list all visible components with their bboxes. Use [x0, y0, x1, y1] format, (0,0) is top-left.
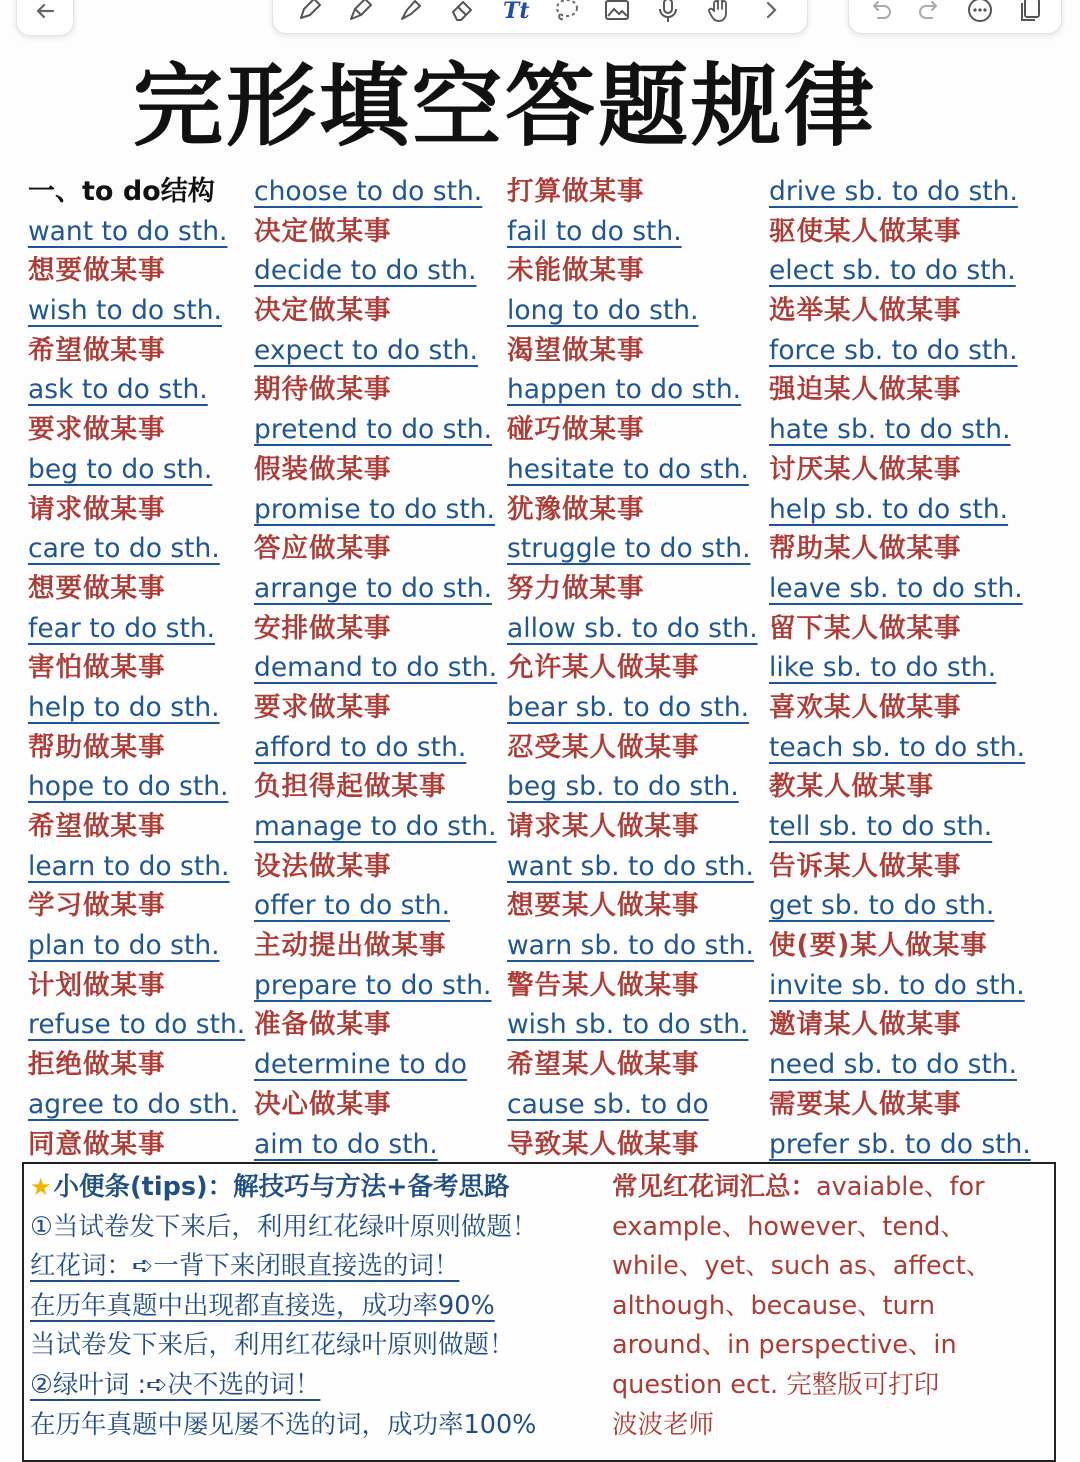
phrase-english: expect to do sth. [254, 334, 478, 366]
page-title: 完形填空答题规律 [133, 54, 877, 159]
phrase-chinese: 准备做某事 [254, 1009, 392, 1041]
tips-left [30, 1168, 610, 1445]
highlighter-icon[interactable] [343, 0, 377, 25]
back-arrow-icon [28, 0, 62, 26]
phrase-english: afford to do sth. [254, 731, 467, 763]
tips-header [30, 1168, 610, 1208]
phrase-chinese: 害怕做某事 [28, 652, 166, 684]
phrase-chinese: 选举某人做某事 [769, 295, 962, 327]
phrase-chinese: 教某人做某事 [769, 771, 934, 803]
phrase-chinese: 告诉某人做某事 [769, 850, 962, 882]
phrase-chinese: 喜欢某人做某事 [769, 691, 962, 723]
redo-icon[interactable] [913, 0, 947, 25]
tips-line: ②绿叶词 :➪决不选的词！ [30, 1369, 321, 1400]
phrase-chinese: 同意做某事 [28, 1128, 166, 1160]
phrase-english: promise to do sth. [254, 493, 495, 525]
tips-box [22, 1162, 1056, 1462]
column-4 [769, 172, 1031, 1164]
star-icon: ★ [30, 1173, 52, 1201]
column-2 [254, 172, 497, 1164]
phrase-english: ask to do sth. [28, 374, 208, 406]
phrase-chinese: 要求做某事 [254, 691, 392, 723]
red-words-line: while、yet、such as、affect、 [612, 1251, 992, 1282]
phrase-english: aim to do sth. [254, 1128, 438, 1160]
phrase-chinese: 希望做某事 [28, 811, 166, 842]
phrase-english: want to do sth. [28, 215, 228, 247]
phrase-chinese: 希望某人做某事 [507, 1049, 700, 1081]
phrase-english: tell sb. to do sth. [769, 811, 993, 842]
phrase-english: decide to do sth. [254, 255, 477, 287]
column-3 [507, 172, 758, 1164]
tips-line: ①当试卷发下来后，利用红花绿叶原则做题！ [30, 1211, 538, 1242]
phrase-chinese: 未能做某事 [507, 255, 645, 287]
phrase-chinese: 允许某人做某事 [507, 652, 700, 684]
more-icon[interactable] [963, 0, 997, 25]
back-button[interactable] [16, 0, 74, 36]
phrase-chinese: 决定做某事 [254, 215, 392, 247]
document-actions [848, 0, 1062, 34]
tips-line: 在历年真题中出现都直接选，成功率90% [30, 1290, 495, 1321]
author-line: 波波老师 [612, 1409, 715, 1440]
phrase-english: invite sb. to do sth. [769, 969, 1025, 1001]
phrase-chinese: 想要某人做某事 [507, 890, 700, 922]
app-toolbar [0, 0, 1080, 40]
column-1 [28, 172, 245, 1164]
lasso-icon[interactable] [549, 0, 583, 25]
red-words-line: question ect. 完整版可打印 [612, 1369, 940, 1400]
vocabulary-grid [0, 172, 1080, 1164]
section-heading: 一、to do结构 [28, 176, 215, 207]
marker-icon[interactable] [394, 0, 428, 25]
phrase-chinese: 驱使某人做某事 [769, 215, 962, 247]
phrase-english: allow sb. to do sth. [507, 612, 758, 644]
red-words-text: avaiable、for [816, 1172, 985, 1202]
phrase-chinese: 主动提出做某事 [254, 930, 447, 962]
phrase-english: arrange to do sth. [254, 572, 493, 604]
phrase-english: manage to do sth. [254, 811, 497, 842]
phrase-english: long to do sth. [507, 295, 699, 327]
phrase-english: prefer sb. to do sth. [769, 1128, 1031, 1160]
phrase-english: wish to do sth. [28, 295, 222, 327]
phrase-chinese: 留下某人做某事 [769, 612, 962, 644]
phrase-english: plan to do sth. [28, 930, 220, 962]
phrase-chinese: 负担得起做某事 [254, 771, 447, 803]
phrase-chinese: 讨厌某人做某事 [769, 453, 962, 485]
red-words-label: 常见红花词汇总： [612, 1172, 817, 1202]
phrase-chinese: 渴望做某事 [507, 334, 645, 366]
phrase-chinese: 答应做某事 [254, 533, 392, 565]
microphone-icon[interactable] [651, 0, 685, 25]
tips-right [612, 1168, 1042, 1445]
phrase-chinese: 想要做某事 [28, 255, 166, 287]
phrase-chinese: 期待做某事 [254, 374, 392, 406]
phrase-english: bear sb. to do sth. [507, 691, 750, 723]
phrase-english: like sb. to do sth. [769, 652, 997, 684]
red-words-line: around、in perspective、in [612, 1330, 957, 1361]
phrase-english: force sb. to do sth. [769, 334, 1018, 366]
drawing-tools [272, 0, 808, 34]
phrase-chinese: 请求做某事 [28, 493, 166, 525]
phrase-english: care to do sth. [28, 533, 220, 565]
phrase-chinese: 拒绝做某事 [28, 1049, 166, 1081]
hand-icon[interactable] [703, 0, 737, 25]
phrase-chinese: 导致某人做某事 [507, 1128, 700, 1160]
phrase-chinese: 忍受某人做某事 [507, 731, 700, 763]
phrase-chinese: 努力做某事 [507, 572, 645, 604]
phrase-english: elect sb. to do sth. [769, 255, 1016, 287]
red-words-line [612, 1168, 1042, 1208]
phrase-chinese: 安排做某事 [254, 612, 392, 644]
phrase-english: help to do sth. [28, 691, 220, 723]
phrase-chinese: 决心做某事 [254, 1088, 392, 1120]
phrase-chinese: 请求某人做某事 [507, 811, 700, 842]
phrase-english: determine to do [254, 1049, 468, 1081]
phrase-english: help sb. to do sth. [769, 493, 1009, 525]
phrase-english: need sb. to do sth. [769, 1049, 1018, 1081]
phrase-chinese: 设法做某事 [254, 850, 392, 882]
phrase-chinese: 帮助做某事 [28, 731, 166, 763]
phrase-chinese: 希望做某事 [28, 334, 166, 366]
tips-line: 当试卷发下来后，利用红花绿叶原则做题！ [30, 1330, 515, 1361]
tips-line: 红花词：➪一背下来闭眼直接选的词！ [30, 1251, 460, 1282]
phrase-english: warn sb. to do sth. [507, 930, 754, 962]
phrase-english: refuse to do sth. [28, 1009, 246, 1041]
phrase-english: hope to do sth. [28, 771, 229, 803]
phrase-english: get sb. to do sth. [769, 890, 995, 922]
image-icon[interactable] [600, 0, 634, 25]
phrase-english: demand to do sth. [254, 652, 498, 684]
phrase-chinese: 帮助某人做某事 [769, 533, 962, 565]
phrase-chinese: 犹豫做某事 [507, 493, 645, 525]
pages-icon[interactable] [1013, 0, 1047, 25]
red-words-line: although、because、turn [612, 1290, 935, 1321]
phrase-english: offer to do sth. [254, 890, 450, 922]
phrase-english: beg sb. to do sth. [507, 771, 739, 803]
phrase-english: happen to do sth. [507, 374, 742, 406]
phrase-english: beg to do sth. [28, 453, 213, 485]
text-tool-icon[interactable] [497, 0, 531, 25]
pen-icon[interactable] [292, 0, 326, 25]
phrase-english: choose to do sth. [254, 176, 483, 207]
undo-icon[interactable] [863, 0, 897, 25]
phrase-english: hesitate to do sth. [507, 453, 749, 485]
phrase-english: learn to do sth. [28, 850, 230, 882]
phrase-chinese: 要求做某事 [28, 414, 166, 446]
eraser-icon[interactable] [446, 0, 480, 25]
phrase-english: leave sb. to do sth. [769, 572, 1023, 604]
phrase-english: teach sb. to do sth. [769, 731, 1026, 763]
phrase-english: want sb. to do sth. [507, 850, 754, 882]
phrase-chinese: 碰巧做某事 [507, 414, 645, 446]
phrase-english: struggle to do sth. [507, 533, 751, 565]
phrase-english: prepare to do sth. [254, 969, 492, 1001]
phrase-english: fail to do sth. [507, 215, 682, 247]
svg-text:Tt: Tt [503, 0, 530, 24]
phrase-chinese: 邀请某人做某事 [769, 1009, 962, 1041]
phrase-chinese: 打算做某事 [507, 176, 645, 207]
phrase-chinese: 学习做某事 [28, 890, 166, 922]
tips-header-text: 小便条(tips)：解技巧与方法+备考思路 [53, 1172, 510, 1202]
phrase-chinese: 强迫某人做某事 [769, 374, 962, 406]
phrase-english: fear to do sth. [28, 612, 216, 644]
phrase-english: drive sb. to do sth. [769, 176, 1018, 207]
phrase-english: cause sb. to do [507, 1088, 709, 1120]
phrase-english: wish sb. to do sth. [507, 1009, 749, 1041]
phrase-chinese: 警告某人做某事 [507, 969, 700, 1001]
red-words-line: example、however、tend、 [612, 1211, 966, 1242]
phrase-english: hate sb. to do sth. [769, 414, 1011, 446]
phrase-chinese: 决定做某事 [254, 295, 392, 327]
phrase-chinese: 使(要)某人做某事 [769, 930, 988, 962]
phrase-english: pretend to do sth. [254, 414, 493, 446]
tips-line: 在历年真题中屡见屡不选的词，成功率100% [30, 1409, 537, 1440]
chevron-right-icon[interactable] [754, 0, 788, 25]
phrase-chinese: 需要某人做某事 [769, 1088, 962, 1120]
phrase-english: agree to do sth. [28, 1088, 239, 1120]
phrase-chinese: 计划做某事 [28, 969, 166, 1001]
phrase-chinese: 假装做某事 [254, 453, 392, 485]
phrase-chinese: 想要做某事 [28, 572, 166, 604]
